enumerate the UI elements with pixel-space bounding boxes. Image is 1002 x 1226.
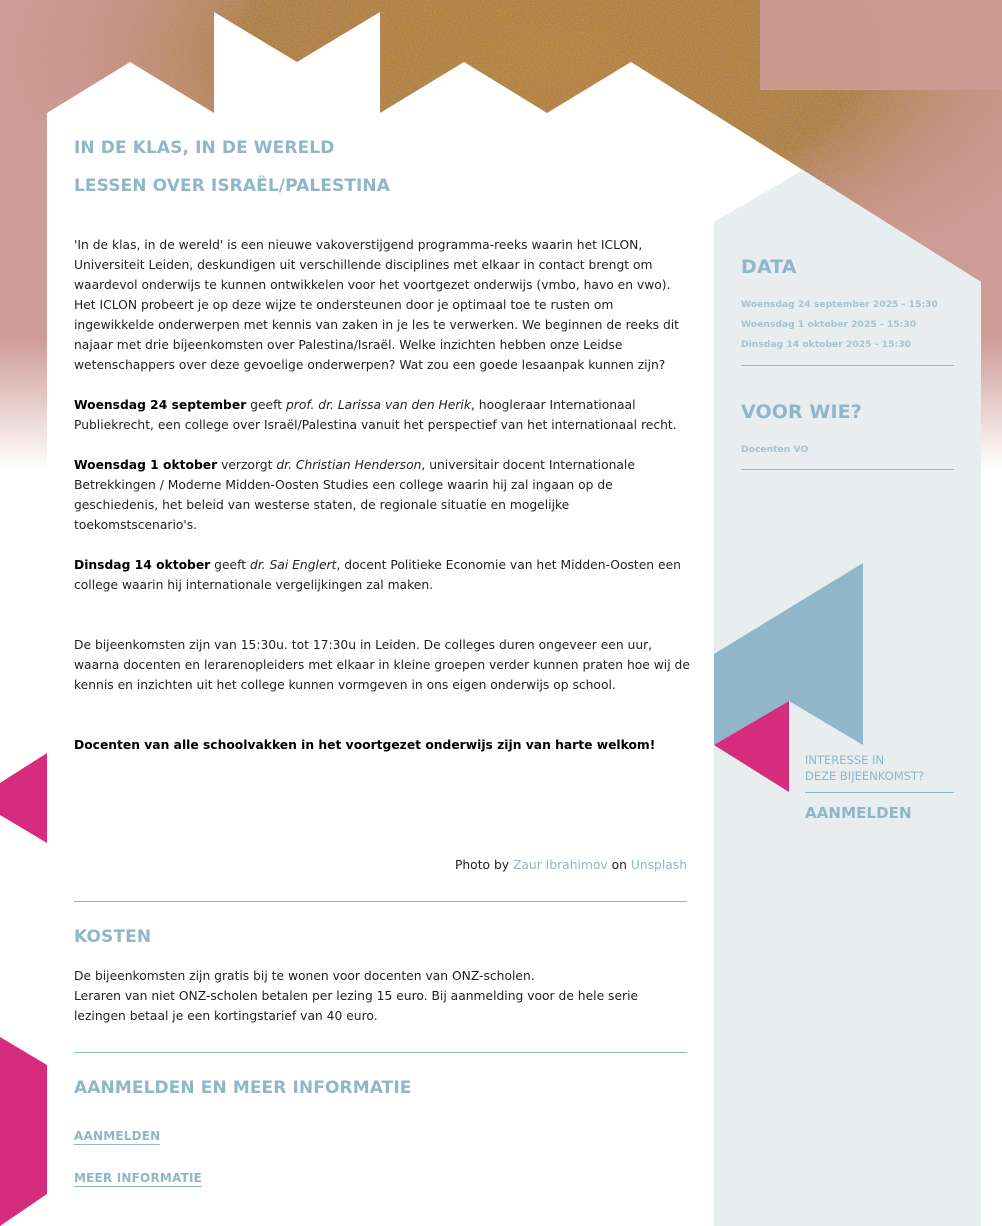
intro-paragraph-2: Het ICLON probeert je op deze wijze te ondersteunen door je optimaal toe te rusten om ingewikkelde onderwerpen met kennis van zaken in je les te verwerken. We beginnen de reeks dit najaar met drie bijeenkomsten over Palestina/Israël. Welke inzichten hebben onze Leidse wetenschappers over deze gevoelige onderwerpen? Wat zou een goede lesaanpak kunnen zijn? bbox=[74, 298, 679, 372]
sidebar-date-3: Dinsdag 14 oktober 2025 - 15:30 bbox=[741, 339, 912, 350]
sidebar-date-2: Woensdag 1 oktober 2025 - 15:30 bbox=[741, 319, 917, 330]
session-1-date: Woensdag 24 september bbox=[74, 398, 247, 412]
session-1-speaker: prof. dr. Larissa van den Herik bbox=[285, 398, 471, 412]
main-content bbox=[74, 235, 690, 755]
kosten-heading: KOSTEN bbox=[74, 927, 152, 947]
sidebar-interest-text: INTERESSE IN DEZE BIJEENKOMST? bbox=[805, 753, 925, 783]
aanmelden-heading: AANMELDEN EN MEER INFORMATIE bbox=[74, 1078, 412, 1098]
credit-author-link[interactable]: Zaur Ibrahimov bbox=[512, 858, 608, 872]
aanmelden-link[interactable]: AANMELDEN bbox=[74, 1129, 161, 1143]
pink-left-shape-top bbox=[0, 753, 47, 843]
practical-info: De bijeenkomsten zijn van 15:30u. tot 17:30u in Leiden. De colleges duren ongeveer een uur, waarna docenten en lerarenopleiders met elkaar in kleine groepen verder kunnen praten hoe wij de kennis en inzichten uit het college kunnen vormgeven in ons eigen onderwijs op school. bbox=[74, 638, 690, 692]
title-line-2: LESSEN OVER ISRAËL/PALESTINA bbox=[74, 176, 391, 196]
sidebar-divider-2 bbox=[741, 469, 954, 470]
session-2: Woensdag 1 oktober verzorgt dr. Christian Henderson, universitair docent Internationale Betrekkingen / Moderne Midden-Oosten Studies een college waarin hij zal ingaan op de geschiedenis, het beleid van westerse staten, de regionale situatie en mogelijke toekomstscenario's. bbox=[74, 458, 635, 532]
session-3-speaker: dr. Sai Englert bbox=[249, 558, 337, 572]
session-3-date: Dinsdag 14 oktober bbox=[74, 558, 211, 572]
sidebar-data-heading: DATA bbox=[741, 256, 797, 278]
kosten-text: De bijeenkomsten zijn gratis bij te wonen voor docenten van ONZ-scholen. Leraren van niet ONZ-scholen betalen per lezing 15 euro. Bij aanmelding voor de hele serie lezingen betaal je een kortingstarief van 40 euro. bbox=[74, 969, 639, 1023]
credit-source-link[interactable]: Unsplash bbox=[630, 858, 687, 872]
sidebar-divider-3 bbox=[805, 792, 954, 793]
session-2-speaker: dr. Christian Henderson bbox=[276, 458, 422, 472]
intro-paragraph-1: 'In de klas, in de wereld' is een nieuwe vakoverstijgend programma-reeks waarin het ICLON, Universiteit Leiden, deskundigen uit verschillende disciplines met elkaar in contact brengt om waardevol onderwijs te kunnen ontwikkelen voor het voortgezet onderwijs (vmbo, havo en vwo). bbox=[74, 238, 671, 292]
title-line-1: IN DE KLAS, IN DE WERELD bbox=[74, 138, 335, 158]
pink-left-shape-bottom bbox=[0, 1037, 47, 1226]
session-2-date: Woensdag 1 oktober bbox=[74, 458, 218, 472]
divider-1 bbox=[74, 901, 687, 902]
sidebar-date-list bbox=[741, 295, 938, 355]
sidebar-voorwie-heading: VOOR WIE? bbox=[741, 401, 862, 423]
welcome-note: Docenten van alle schoolvakken in het voortgezet onderwijs zijn van harte welkom! bbox=[74, 738, 656, 752]
sidebar-audience: Docenten VO bbox=[741, 444, 809, 455]
session-3: Dinsdag 14 oktober geeft dr. Sai Englert, docent Politieke Economie van het Midden-Oosten een college waarin hij internationale vergelijkingen zal maken. bbox=[74, 558, 681, 592]
session-1: Woensdag 24 september geeft prof. dr. Larissa van den Herik, hoogleraar Internationaal Publiekrecht, een college over Israël/Palestina vanuit het perspectief van het internationaal recht. bbox=[74, 398, 677, 432]
sidebar-date-1: Woensdag 24 september 2025 - 15:30 bbox=[741, 299, 938, 310]
divider-2 bbox=[74, 1052, 687, 1053]
photo-credit: Photo by Zaur Ibrahimov on Unsplash bbox=[454, 858, 687, 872]
sidebar-divider-1 bbox=[741, 365, 954, 366]
meer-informatie-link[interactable]: MEER INFORMATIE bbox=[74, 1171, 203, 1185]
sidebar-aanmelden-button[interactable]: AANMELDEN bbox=[805, 804, 912, 822]
